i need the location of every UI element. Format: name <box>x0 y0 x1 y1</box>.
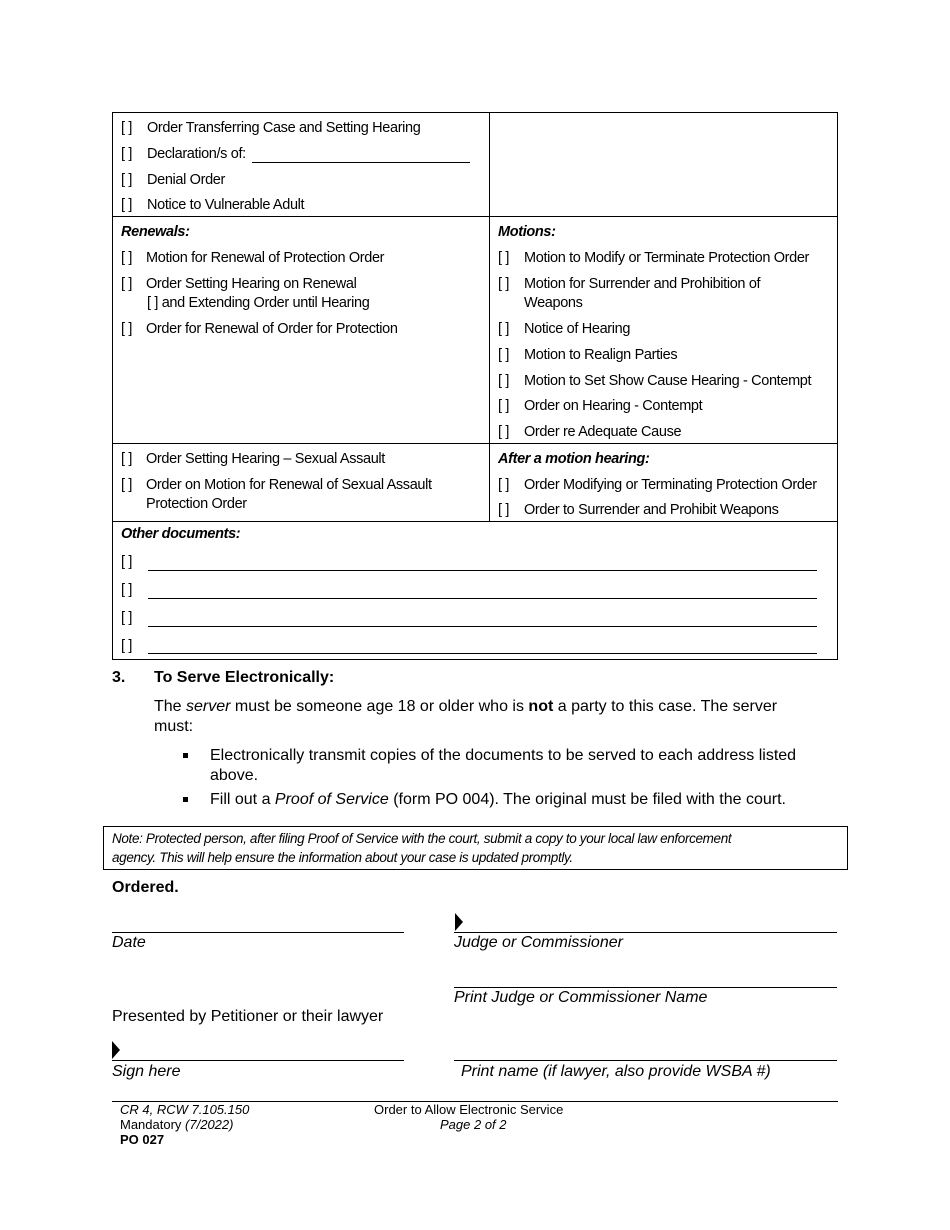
checkbox-label-continuation: Protection Order <box>146 496 247 512</box>
footer-title: Order to Allow Electronic Service <box>374 1102 564 1117</box>
checkbox-order-hearing-contempt[interactable] <box>498 398 702 414</box>
checkbox-bracket: [ ] <box>498 250 510 266</box>
bullet-icon <box>183 797 188 802</box>
checkbox-label: Order on Motion for Renewal of Sexual Assault <box>146 477 432 493</box>
server-requirement-text <box>154 698 777 716</box>
other-documents-header: Other documents: <box>121 526 241 542</box>
note-line-2: agency. This will help ensure the information about your case is updated promptly. <box>112 850 573 865</box>
bullet-icon <box>183 753 188 758</box>
section-number: 3. <box>112 669 126 686</box>
table-column-divider <box>489 112 490 522</box>
checkbox-label: Motion to Realign Parties <box>524 347 678 363</box>
text-segment: a party to this case. The server <box>553 698 778 715</box>
petitioner-signature-line[interactable] <box>112 1060 404 1061</box>
table-row-divider <box>112 216 838 217</box>
checkbox-label: Order Modifying or Terminating Protection Order <box>524 477 817 493</box>
checkbox-label: Notice to Vulnerable Adult <box>147 197 305 213</box>
text-segment: The <box>154 698 187 715</box>
checkbox-other-document-3[interactable]: [ ] <box>121 610 133 626</box>
checkbox-label: Denial Order <box>147 172 225 188</box>
print-name-label: Print name (if lawyer, also provide WSBA #) <box>461 1063 771 1080</box>
text-segment: not <box>528 698 554 715</box>
checkbox-sexual-assault-hearing[interactable] <box>121 451 385 467</box>
sign-here-label: Sign here <box>112 1063 181 1080</box>
checkbox-label: Order Transferring Case and Setting Hearing <box>147 120 421 136</box>
table-row-divider <box>112 443 838 444</box>
text-segment: Mandatory <box>120 1117 186 1132</box>
checkbox-label: Motion to Modify or Terminate Protection Order <box>524 250 810 266</box>
other-document-line-2[interactable] <box>148 598 817 599</box>
checkbox-label: Order Setting Hearing on Renewal <box>146 276 357 292</box>
note-line-1: Note: Protected person, after filing Proof of Service with the court, submit a copy to your local law enforcement <box>112 831 732 846</box>
checkbox-adequate-cause[interactable] <box>498 424 681 440</box>
footer-form-number: PO 027 <box>120 1132 165 1147</box>
text-segment: (form PO 004). The original must be filed with the court. <box>388 791 786 808</box>
checkbox-declarations-of[interactable] <box>121 146 246 162</box>
footer-page-number: Page 2 of 2 <box>440 1117 507 1132</box>
bullet-transmit-copies-cont: above. <box>210 767 259 784</box>
checkbox-bracket: [ ] <box>498 276 510 292</box>
text-segment: (7/2022) <box>185 1117 234 1132</box>
checkbox-bracket: [ ] <box>121 197 133 213</box>
section-title: To Serve Electronically: <box>154 669 335 686</box>
checkbox-label: Order to Surrender and Prohibit Weapons <box>524 502 779 518</box>
checkbox-label: Order for Renewal of Order for Protection <box>146 321 398 337</box>
checkbox-denial-order[interactable] <box>121 172 225 188</box>
checkbox-label: Order Setting Hearing – Sexual Assault <box>146 451 385 467</box>
presented-by-label: Presented by Petitioner or their lawyer <box>112 1008 384 1025</box>
other-document-line-4[interactable] <box>148 653 817 654</box>
checkbox-sexual-assault-renewal[interactable] <box>121 477 432 493</box>
footer-statute: CR 4, RCW 7.105.150 <box>120 1102 250 1117</box>
checkbox-order-surrender-weapons[interactable] <box>498 502 778 518</box>
checkbox-order-transferring-case[interactable] <box>121 120 421 136</box>
print-judge-name-line[interactable] <box>454 987 837 988</box>
date-line[interactable] <box>112 932 404 933</box>
checkbox-bracket: [ ] <box>498 347 510 363</box>
date-label: Date <box>112 934 146 951</box>
checkbox-bracket: [ ] <box>121 477 133 493</box>
checkbox-bracket: [ ] <box>498 373 510 389</box>
print-judge-name-label: Print Judge or Commissioner Name <box>454 989 708 1006</box>
checkbox-show-cause-contempt[interactable] <box>498 373 811 389</box>
footer-mandatory <box>120 1117 233 1132</box>
checkbox-order-setting-hearing-renewal[interactable] <box>121 276 356 292</box>
other-document-line-3[interactable] <box>148 626 817 627</box>
checkbox-label: Notice of Hearing <box>524 321 631 337</box>
print-name-line[interactable] <box>454 1060 837 1061</box>
text-segment: server <box>186 698 231 715</box>
checkbox-bracket: [ ] <box>498 398 510 414</box>
checkbox-bracket: [ ] <box>121 120 133 136</box>
checkbox-order-modifying-terminating[interactable] <box>498 477 817 493</box>
checkbox-bracket: [ ] <box>498 477 510 493</box>
checkbox-bracket: [ ] <box>498 424 510 440</box>
checkbox-motion-renewal[interactable] <box>121 250 384 266</box>
text-segment: Fill out a <box>210 791 275 808</box>
checkbox-bracket: [ ] <box>498 502 510 518</box>
checkbox-bracket: [ ] <box>121 451 133 467</box>
checkbox-label: Motion to Set Show Cause Hearing - Contempt <box>524 373 812 389</box>
checkbox-label-continuation: Weapons <box>524 295 583 311</box>
checkbox-label: [ ] and Extending Order until Hearing <box>147 295 370 311</box>
ordered-label: Ordered. <box>112 879 179 896</box>
text-segment: Proof of Service <box>274 791 389 808</box>
checkbox-bracket: [ ] <box>121 321 133 337</box>
bullet-proof-of-service <box>210 791 786 809</box>
table-row-divider <box>112 521 838 522</box>
declarations-fill-line[interactable] <box>252 162 470 163</box>
bullet-transmit-copies: Electronically transmit copies of the documents to be served to each address listed <box>210 747 797 764</box>
signature-arrow-icon <box>112 1041 120 1059</box>
checkbox-label: Declaration/s of: <box>147 146 246 162</box>
checkbox-label: Order re Adequate Cause <box>524 424 682 440</box>
text-segment: must be someone age 18 or older who is <box>230 698 529 715</box>
checkbox-realign-parties[interactable] <box>498 347 677 363</box>
checkbox-other-document-4[interactable]: [ ] <box>121 638 133 654</box>
checkbox-notice-of-hearing[interactable] <box>498 321 630 337</box>
signature-arrow-icon <box>455 913 463 931</box>
checkbox-bracket: [ ] <box>121 276 133 292</box>
checkbox-label: Motion for Renewal of Protection Order <box>146 250 385 266</box>
server-requirement-text-cont: must: <box>154 718 194 735</box>
checkbox-motion-surrender-weapons[interactable] <box>498 276 760 292</box>
checkbox-order-renewal-protection[interactable] <box>121 321 398 337</box>
after-motion-hearing-header: After a motion hearing: <box>498 451 650 467</box>
checkbox-bracket: [ ] <box>121 172 133 188</box>
checkbox-label: Motion for Surrender and Prohibition of <box>524 276 761 292</box>
checkbox-motion-modify-terminate[interactable] <box>498 250 809 266</box>
checkbox-notice-vulnerable-adult[interactable] <box>121 197 304 213</box>
checkbox-bracket: [ ] <box>121 146 133 162</box>
motions-header: Motions: <box>498 224 556 240</box>
other-document-line-1[interactable] <box>148 570 817 571</box>
renewals-header: Renewals: <box>121 224 190 240</box>
checkbox-bracket: [ ] <box>498 321 510 337</box>
checkbox-bracket: [ ] <box>121 250 133 266</box>
judge-label: Judge or Commissioner <box>454 934 623 951</box>
checkbox-extending-order[interactable] <box>147 295 369 311</box>
checkbox-other-document-1[interactable]: [ ] <box>121 554 133 570</box>
checkbox-label: Order on Hearing - Contempt <box>524 398 703 414</box>
checkbox-other-document-2[interactable]: [ ] <box>121 582 133 598</box>
judge-signature-line[interactable] <box>454 932 837 933</box>
